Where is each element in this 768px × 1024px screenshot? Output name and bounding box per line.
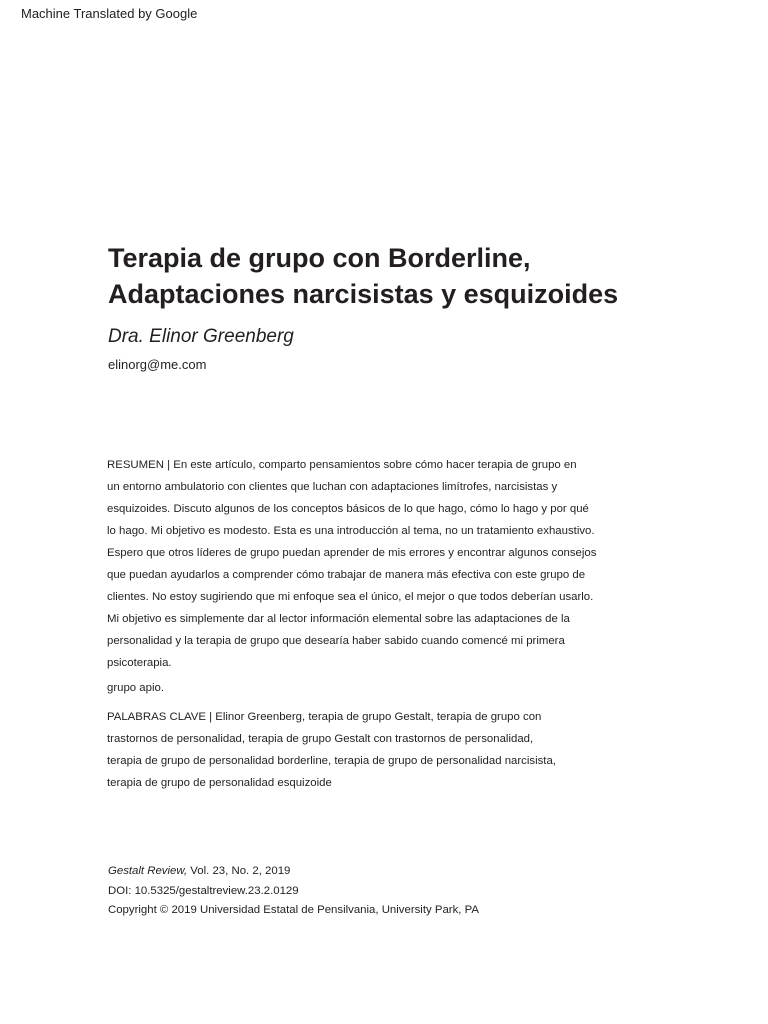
title-line-2: Adaptaciones narcisistas y esquizoides: [108, 279, 619, 309]
keywords: [107, 706, 687, 794]
journal-citation: [108, 862, 479, 882]
author-email: elinorg@me.com: [108, 357, 207, 372]
keywords-line: terapia de grupo de personalidad borderline, terapia de grupo de personalidad narcisista,: [107, 755, 556, 767]
abstract-line: psicoterapia.: [107, 657, 172, 669]
keywords-line: terapia de grupo de personalidad esquizoide: [107, 777, 332, 789]
abstract-line: esquizoides. Discuto algunos de los conceptos básicos de lo que hago, cómo lo hago y por qué: [107, 503, 589, 515]
article-title: [108, 240, 728, 312]
abstract-line: que puedan ayudarlos a comprender cómo trabajar de manera más efectiva con este grupo de: [107, 569, 586, 581]
abstract-line: Espero que otros líderes de grupo puedan aprender de mis errores y encontrar algunos consejos: [107, 547, 597, 559]
keywords-line: PALABRAS CLAVE | Elinor Greenberg, terapia de grupo Gestalt, terapia de grupo con: [107, 711, 542, 723]
abstract-line: RESUMEN | En este artículo, comparto pensamientos sobre cómo hacer terapia de grupo en: [107, 459, 577, 471]
keywords-line: trastornos de personalidad, terapia de grupo Gestalt con trastornos de personalidad,: [107, 733, 534, 745]
journal-doi: DOI: 10.5325/gestaltreview.23.2.0129: [108, 884, 299, 897]
journal-copyright: Copyright © 2019 Universidad Estatal de Pensilvania, University Park, PA: [108, 904, 479, 916]
abstract-line: lo hago. Mi objetivo es modesto. Esta es una introducción al tema, no un tratamiento exhaustivo.: [107, 525, 595, 537]
machine-translation-banner: Machine Translated by Google: [21, 6, 198, 21]
author-name: Dra. Elinor Greenberg: [108, 326, 294, 347]
abstract-line: clientes. No estoy sugiriendo que mi enfoque sea el único, el mejor o que todos deberían usarlo.: [107, 591, 594, 603]
abstract-line: un entorno ambulatorio con clientes que luchan con adaptaciones limítrofes, narcisistas y: [107, 481, 558, 493]
abstract-line: personalidad y la terapia de grupo que desearía haber sabido cuando comencé mi primera: [107, 635, 565, 647]
journal-info: [108, 862, 479, 921]
journal-name: Gestalt Review,: [108, 865, 188, 877]
abstract: [107, 454, 687, 699]
title-line-1: Terapia de grupo con Borderline,: [108, 243, 531, 273]
journal-volume: Vol. 23, No. 2, 2019: [187, 865, 291, 877]
abstract-extra-line: grupo apio.: [107, 682, 164, 694]
abstract-line: Mi objetivo es simplemente dar al lector información elemental sobre las adaptaciones de la: [107, 613, 570, 625]
